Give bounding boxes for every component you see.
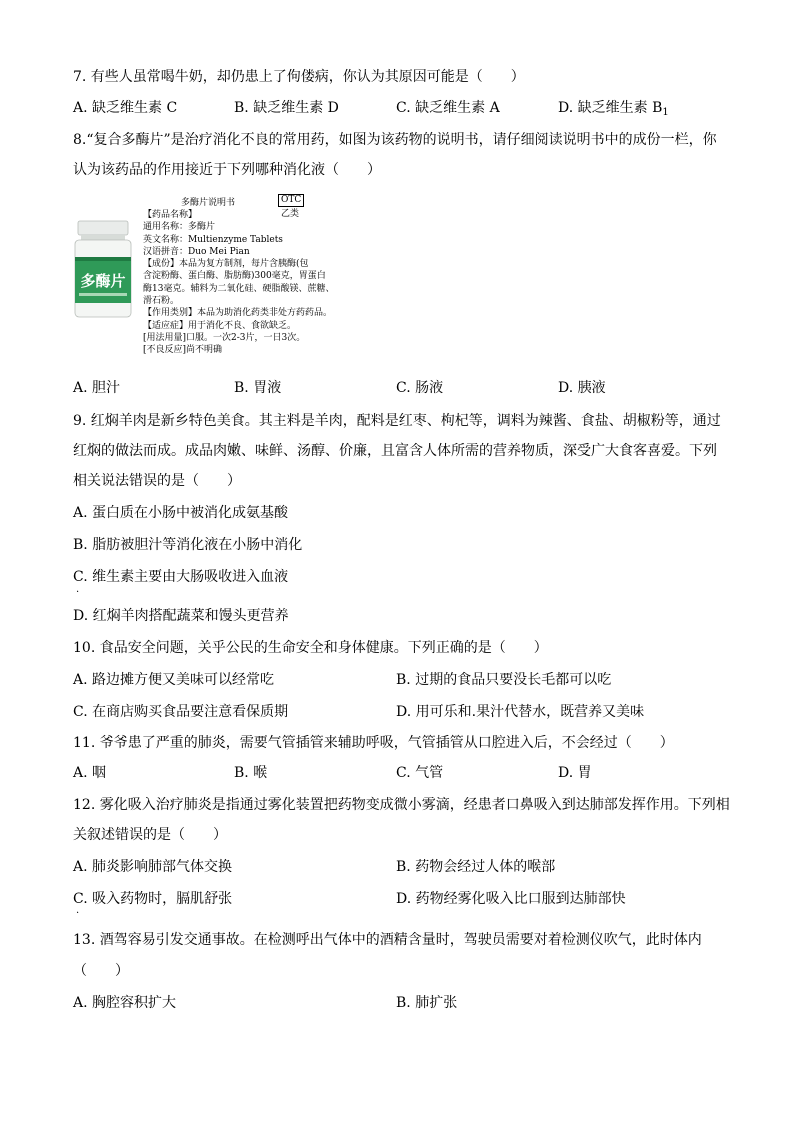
q10-stem: 10. 食品安全问题，关乎公民的生命安全和身体健康。下列正确的是（ ） [73,640,548,656]
q8-option-d[interactable]: D. 胰液 [558,380,606,396]
leaflet-line: [用法用量]口服。一次2-3片，一日3次。 [143,332,306,343]
otc-class: 乙类 [281,209,300,219]
q13-option-b[interactable]: B. 肺扩张 [396,995,458,1011]
leaflet-line: 【作用类别】本品为助消化药类非处方药药品。 [143,308,333,319]
dot-mark: . [76,905,80,916]
bottle-label: 多酶片 [80,272,126,290]
leaflet-line: 含淀粉酶、蛋白酶、脂肪酶)300毫克，胃蛋白 [143,271,326,282]
leaflet-line: 英文名称：Multienzyme Tablets [143,234,283,245]
q7-option-d-text: D. 缺乏维生素 B [558,100,663,116]
q9-option-c[interactable]: C. 维生素主要由大肠吸收进入血液 [73,569,289,585]
q13-option-a[interactable]: A. 胸腔容积扩大 [73,995,177,1011]
q9-option-a[interactable]: A. 蛋白质在小肠中被消化成氨基酸 [73,505,289,521]
leaflet-line: 【成份】本品为复方制剂，每片含胰酶(包 [143,259,309,270]
medicine-bottle-image [73,219,133,319]
q11-stem: 11. 爷爷患了严重的肺炎，需要气管插管来辅助呼吸，气管插管从口腔进入后，不会经过（ ） [73,735,674,751]
q9-stem-line3: 相关说法错误的是（ ） [73,473,241,489]
leaflet-line: [不良反应]尚不明确 [143,345,223,356]
q10-option-b[interactable]: B. 过期的食品只要没长毛都可以吃 [396,672,612,688]
leaflet-line: 【药品名称】 [143,210,198,220]
otc-badge: OTC [278,194,304,207]
q13-stem-line1: 13. 酒驾容易引发交通事故。在检测呼出气体中的酒精含量时，驾驶员需要对着检测仪吹气，此时体内 [73,932,702,948]
q10-option-d[interactable]: D. 用可乐和.果汁代替水，既营养又美味 [396,704,645,720]
q13-stem-line2: （ ） [73,963,129,979]
dot-mark: . [76,584,80,595]
leaflet-line: 汉语拼音：Duo Mei Pian [143,246,250,257]
q9-option-b[interactable]: B. 脂肪被胆汁等消化液在小肠中消化 [73,537,303,553]
q7-option-d-subscript: 1 [662,107,669,118]
q7-option-b[interactable]: B. 缺乏维生素 D [234,100,339,116]
leaflet-line: 【适应症】用于消化不良、食欲缺乏。 [143,320,297,331]
medicine-figure [73,195,373,365]
q7-option-c[interactable]: C. 缺乏维生素 A [396,100,500,116]
q7-option-d[interactable] [558,98,669,123]
q9-option-d[interactable]: D. 红焖羊肉搭配蔬菜和馒头更营养 [73,608,289,624]
q12-option-c[interactable]: C. 吸入药物时，膈肌舒张 [73,891,233,907]
q11-option-a[interactable]: A. 咽 [73,765,107,781]
q12-option-b[interactable]: B. 药物会经过人体的喉部 [396,859,556,875]
q12-stem-line1: 12. 雾化吸入治疗肺炎是指通过雾化装置把药物变成微小雾滴，经患者口鼻吸入到达肺部发挥作用。下列相 [73,797,730,813]
q7-stem: 7. 有些人虽常喝牛奶，却仍患上了佝偻病，你认为其原因可能是（ ） [73,69,525,85]
leaflet-line: 通用名称：多酶片 [143,222,216,233]
q11-option-d[interactable]: D. 胃 [558,765,592,781]
q11-option-b[interactable]: B. 喉 [234,765,268,781]
q11-option-c[interactable]: C. 气管 [396,765,444,781]
q8-stem-line2: 认为该药品的作用接近于下列哪种消化液（ ） [73,162,381,178]
q12-option-d[interactable]: D. 药物经雾化吸入比口服到达肺部快 [396,891,626,907]
q8-option-c[interactable]: C. 肠液 [396,380,444,396]
q9-stem-line1: 9. 红焖羊肉是新乡特色美食。其主料是羊肉，配料是红枣、枸杞等，调料为辣酱、食盐、胡椒粉等，通过 [73,413,721,429]
leaflet-title: 多酶片说明书 [181,198,236,208]
q12-stem-line2: 关叙述错误的是（ ） [73,827,227,843]
q8-stem-line1: 8.“复合多酶片”是治疗消化不良的常用药，如图为该药物的说明书，请仔细阅读说明书中的成份一栏，你 [73,132,717,148]
q10-option-a[interactable]: A. 路边摊方便又美味可以经常吃 [73,672,275,688]
q9-stem-line2: 红焖的做法而成。成品肉嫩、味鲜、汤醇、价廉，且富含人体所需的营养物质，深受广大食客喜爱。下列 [73,443,717,459]
q8-option-a[interactable]: A. 胆汁 [73,380,121,396]
q12-option-a[interactable]: A. 肺炎影响肺部气体交换 [73,859,233,875]
leaflet-line: 滑石粉。 [143,296,180,307]
q8-option-b[interactable]: B. 胃液 [234,380,282,396]
q7-option-a[interactable]: A. 缺乏维生素 C [73,100,178,116]
q10-option-c[interactable]: C. 在商店购买食品要注意看保质期 [73,704,289,720]
leaflet-line: 酶13毫克。辅料为二氧化硅、硬脂酸镁、蔗糖、 [143,283,335,294]
